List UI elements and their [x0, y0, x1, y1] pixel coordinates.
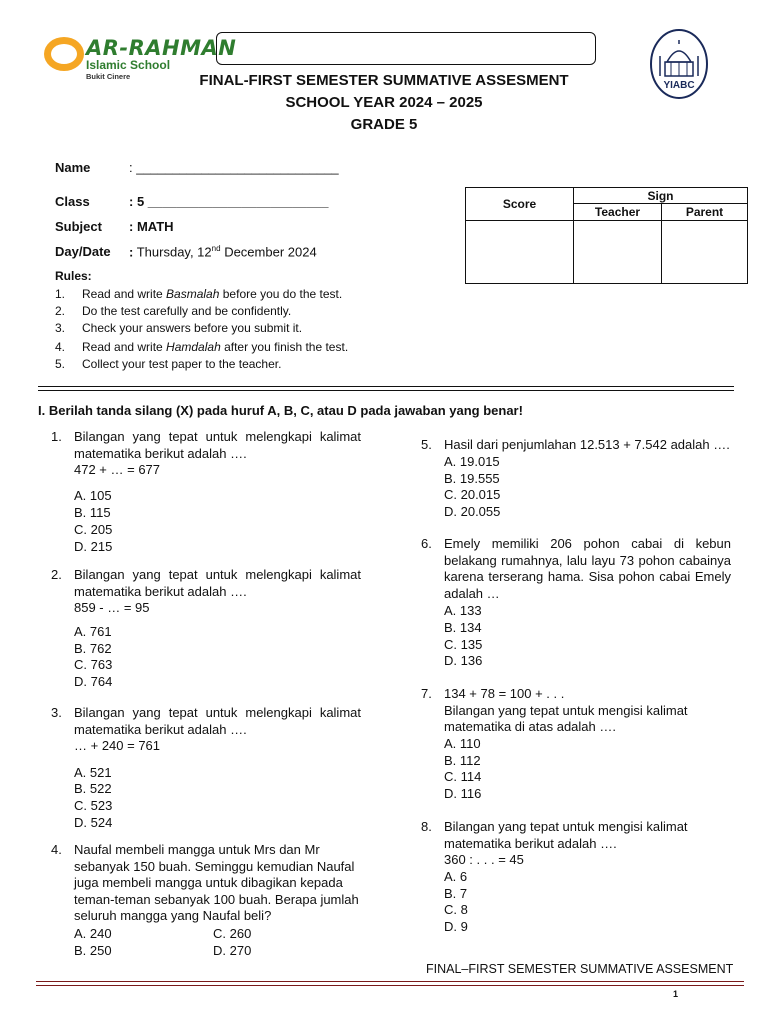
question-number: 2. — [51, 567, 62, 582]
answer-option[interactable]: A. 521 — [74, 765, 112, 780]
school-year: SCHOOL YEAR 2024 – 2025 — [285, 94, 483, 111]
name-field[interactable]: : ____________________________ — [129, 160, 339, 175]
question-text: Naufal membeli mangga untuk Mrs dan Mr — [74, 842, 320, 857]
question-number: 4. — [51, 842, 62, 857]
rule-text: Do the test carefully and be confidently. — [82, 304, 292, 318]
question-equation: 360 : . . . = 45 — [444, 852, 524, 868]
question-text: matematika berikut adalah …. — [74, 445, 247, 461]
class-field[interactable]: : 5 _________________________ — [129, 194, 329, 209]
rule-text: Check your answers before you submit it. — [82, 321, 303, 335]
question-equation: 134 + 78 = 100 + . . . — [444, 686, 565, 701]
question-3 — [51, 705, 361, 765]
question-text: belakang rumahnya, lalu layu 73 pohon cabainya — [444, 552, 731, 568]
question-8 — [421, 819, 733, 871]
page-number: 1 — [673, 989, 679, 999]
subject-label: Subject — [55, 219, 102, 234]
date-day: Thursday, 12 — [136, 244, 212, 260]
date-colon: : — [129, 244, 134, 260]
answer-option[interactable]: C. 763 — [74, 657, 113, 672]
answer-option[interactable]: C. 135 — [444, 637, 483, 652]
answer-option[interactable]: D. 524 — [74, 815, 113, 830]
footer-divider — [36, 981, 744, 982]
question-number: 3. — [51, 705, 62, 720]
answer-option[interactable]: D. 136 — [444, 653, 483, 668]
answer-option[interactable]: B. 19.555 — [444, 471, 500, 486]
score-header: Score — [466, 188, 574, 221]
answer-option[interactable]: B. 522 — [74, 781, 112, 796]
question-text: sebanyak 150 buah. Seminggu kemudian Naufal — [74, 858, 355, 874]
rule-emphasis: Hamdalah — [166, 340, 221, 354]
teacher-header: Teacher — [574, 204, 662, 221]
exam-title: FINAL-FIRST SEMESTER SUMMATIVE ASSESMENT — [199, 72, 569, 89]
date-suffix: nd — [211, 244, 221, 253]
answer-option[interactable]: C. 114 — [444, 769, 482, 784]
rules-title: Rules: — [55, 269, 92, 283]
question-text: matematika di atas adalah …. — [444, 719, 616, 735]
answer-option[interactable]: D. 116 — [444, 786, 482, 801]
answer-option[interactable]: A. 240 — [74, 926, 112, 941]
divider — [38, 386, 734, 387]
question-equation: … + 240 = 761 — [74, 738, 161, 754]
date-label: Day/Date — [55, 244, 111, 259]
answer-option[interactable]: C. 205 — [74, 522, 113, 537]
question-text: Bilangan yang tepat untuk melengkapi kalimat — [74, 705, 361, 720]
rule-item: 4. Read and write Hamdalah after you finish the test. — [55, 340, 349, 354]
question-number: 8. — [421, 819, 432, 834]
question-2 — [51, 567, 361, 627]
question-text: juga membeli mangga untuk dibagikan kepada — [74, 875, 343, 891]
answer-option[interactable]: C. 260 — [213, 926, 252, 941]
rule-item: 1. Read and write Basmalah before you do the test. — [55, 287, 343, 301]
question-5 — [421, 437, 741, 455]
question-text: adalah … — [444, 585, 500, 601]
name-label: Name — [55, 160, 91, 175]
logo-location: Bukit Cinere — [86, 72, 131, 81]
answer-option[interactable]: D. 9 — [444, 919, 468, 934]
question-6 — [421, 536, 733, 604]
parent-header: Parent — [662, 204, 748, 221]
question-text: teman-teman sebanyak 100 buah. Berapa jumlah — [74, 891, 359, 907]
answer-option[interactable]: C. 8 — [444, 902, 468, 917]
logo-name: AR-RAHMAN — [86, 36, 237, 60]
answer-option[interactable]: A. 105 — [74, 488, 112, 503]
logo-mark-icon — [44, 34, 90, 74]
answer-option[interactable]: A. 6 — [444, 869, 468, 884]
rule-text: after you finish the test. — [220, 340, 349, 354]
answer-option[interactable]: B. 7 — [444, 886, 468, 901]
logo-subtitle: Islamic School — [86, 58, 171, 72]
divider — [38, 390, 734, 391]
footer-divider — [36, 985, 744, 986]
answer-option[interactable]: A. 110 — [444, 736, 481, 751]
answer-option[interactable]: D. 764 — [74, 674, 113, 689]
class-label: Class — [55, 194, 90, 209]
student-name-box[interactable] — [216, 32, 596, 65]
rule-item: 5. Collect your test paper to the teacher. — [55, 357, 282, 371]
rule-text: before you do the test. — [219, 287, 343, 301]
answer-option[interactable]: B. 112 — [444, 753, 481, 768]
date-month-year: December 2024 — [224, 244, 317, 260]
question-1 — [51, 429, 361, 489]
answer-option[interactable]: B. 762 — [74, 641, 112, 656]
answer-option[interactable]: B. 115 — [74, 505, 111, 520]
rule-text: Collect your test paper to the teacher. — [82, 357, 282, 371]
answer-option[interactable]: D. 270 — [213, 943, 252, 958]
question-text: karena terserang hama. Sisa pohon cabai Emely — [444, 569, 731, 585]
question-number: 1. — [51, 429, 62, 444]
question-7 — [421, 686, 733, 738]
answer-option[interactable]: D. 20.055 — [444, 504, 501, 519]
date-value — [129, 244, 317, 259]
answer-option[interactable]: A. 133 — [444, 603, 482, 618]
question-4 — [51, 842, 361, 926]
question-text: Emely memiliki 206 pohon cabai di kebun — [444, 536, 731, 551]
answer-option[interactable]: A. 19.015 — [444, 454, 500, 469]
rule-text: Read and write — [82, 340, 167, 354]
score-table — [465, 187, 748, 284]
question-text: Bilangan yang tepat untuk melengkapi kalimat — [74, 567, 361, 582]
parent-sign-cell[interactable] — [662, 221, 748, 284]
rule-item: 2. Do the test carefully and be confidently. — [55, 304, 292, 318]
question-equation: 472 + … = 677 — [74, 462, 161, 478]
sign-header: Sign — [574, 188, 748, 204]
question-text: seluruh mangga yang Naufal beli? — [74, 908, 272, 924]
seal-label: YIABC — [663, 80, 695, 91]
footer-title: FINAL–FIRST SEMESTER SUMMATIVE ASSESMENT — [426, 962, 734, 976]
question-text: Bilangan yang tepat untuk mengisi kalimat — [444, 702, 688, 718]
question-text: Bilangan yang tepat untuk mengisi kalimat — [444, 819, 688, 834]
answer-option[interactable]: B. 250 — [74, 943, 112, 958]
answer-option[interactable]: D. 215 — [74, 539, 113, 554]
foundation-seal — [648, 28, 710, 100]
answer-option[interactable]: A. 761 — [74, 624, 112, 639]
grade-label: GRADE 5 — [350, 116, 418, 133]
question-number: 6. — [421, 536, 432, 551]
question-text: Bilangan yang tepat untuk melengkapi kalimat — [74, 429, 361, 444]
rule-item: 3. Check your answers before you submit it. — [55, 321, 303, 335]
answer-option[interactable]: B. 134 — [444, 620, 482, 635]
question-text: matematika berikut adalah …. — [74, 583, 247, 599]
score-cell[interactable] — [466, 221, 574, 284]
question-text: matematika berikut adalah …. — [74, 721, 247, 737]
question-number: 5. — [421, 437, 432, 452]
question-text: matematika berikut adalah …. — [444, 835, 617, 851]
rule-text: Read and write — [82, 287, 167, 301]
subject-value: : MATH — [129, 219, 174, 234]
answer-option[interactable]: C. 20.015 — [444, 487, 501, 502]
rule-emphasis: Basmalah — [166, 287, 220, 301]
answer-option[interactable]: C. 523 — [74, 798, 113, 813]
question-text: Hasil dari penjumlahan 12.513 + 7.542 adalah …. — [444, 437, 730, 452]
question-number: 7. — [421, 686, 432, 701]
section-instruction: I. Berilah tanda silang (X) pada huruf A, B, C, atau D pada jawaban yang benar! — [38, 403, 523, 418]
teacher-sign-cell[interactable] — [574, 221, 662, 284]
question-equation: 859 - … = 95 — [74, 600, 150, 616]
